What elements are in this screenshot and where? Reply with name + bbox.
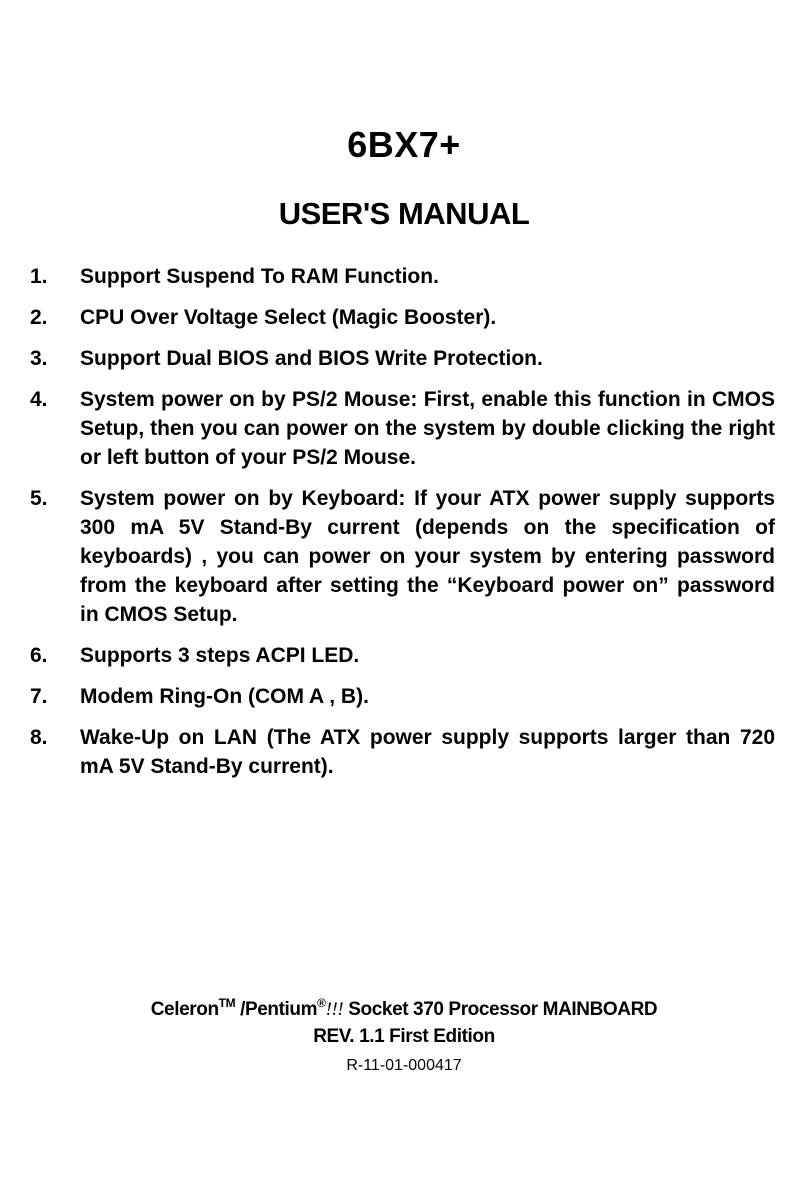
feature-number: 7. [30,685,48,708]
manual-subtitle: USER'S MANUAL [278,196,530,231]
feature-text: Wake-Up on LAN (The ATX power supply supports larger than 720 mA 5V Stand-By current). [80,726,775,778]
trademark-mark: TM [218,996,236,1010]
feature-item [30,303,775,332]
pentium-text: /Pentium [235,999,318,1020]
feature-number: 4. [30,388,48,411]
feature-item [30,262,775,291]
feature-item [30,344,775,373]
feature-text: CPU Over Voltage Select (Magic Booster). [80,306,497,329]
feature-number: 8. [30,726,48,749]
processor-line [0,996,808,1021]
feature-number: 1. [30,265,48,288]
feature-item [30,484,775,629]
manual-model-title: 6BX7+ [347,124,461,165]
part-number: R-11-01-000417 [346,1057,462,1074]
feature-item [30,723,775,781]
feature-item [30,641,775,670]
feature-list [30,262,775,793]
registered-mark: ® [317,996,326,1010]
feature-item [30,385,775,472]
feature-text: System power on by Keyboard: If your ATX power supply supports 300 mA 5V Stand-By current (depends on the specification of keyboards) , you can power on your system by entering password from the keyboard after setting the “Keyboard power on” password in CMOS Setup. [80,487,775,626]
feature-number: 5. [30,487,48,510]
feature-text: Modem Ring-On (COM A , B). [80,685,369,708]
revision-line: REV. 1.1 First Edition [313,1026,495,1047]
feature-text: Support Suspend To RAM Function. [80,265,439,288]
feature-text: System power on by PS/2 Mouse: First, enable this function in CMOS Setup, then you can power on the system by double clicking the right or left button of your PS/2 Mouse. [80,388,775,469]
roman-numeral-text: !!! [325,999,344,1020]
socket-text: Socket 370 Processor MAINBOARD [343,999,658,1020]
celeron-text: Celeron [150,999,219,1020]
feature-text: Supports 3 steps ACPI LED. [80,644,360,667]
feature-item [30,682,775,711]
feature-number: 2. [30,306,48,329]
feature-number: 6. [30,644,48,667]
feature-number: 3. [30,347,48,370]
feature-text: Support Dual BIOS and BIOS Write Protection. [80,347,543,370]
